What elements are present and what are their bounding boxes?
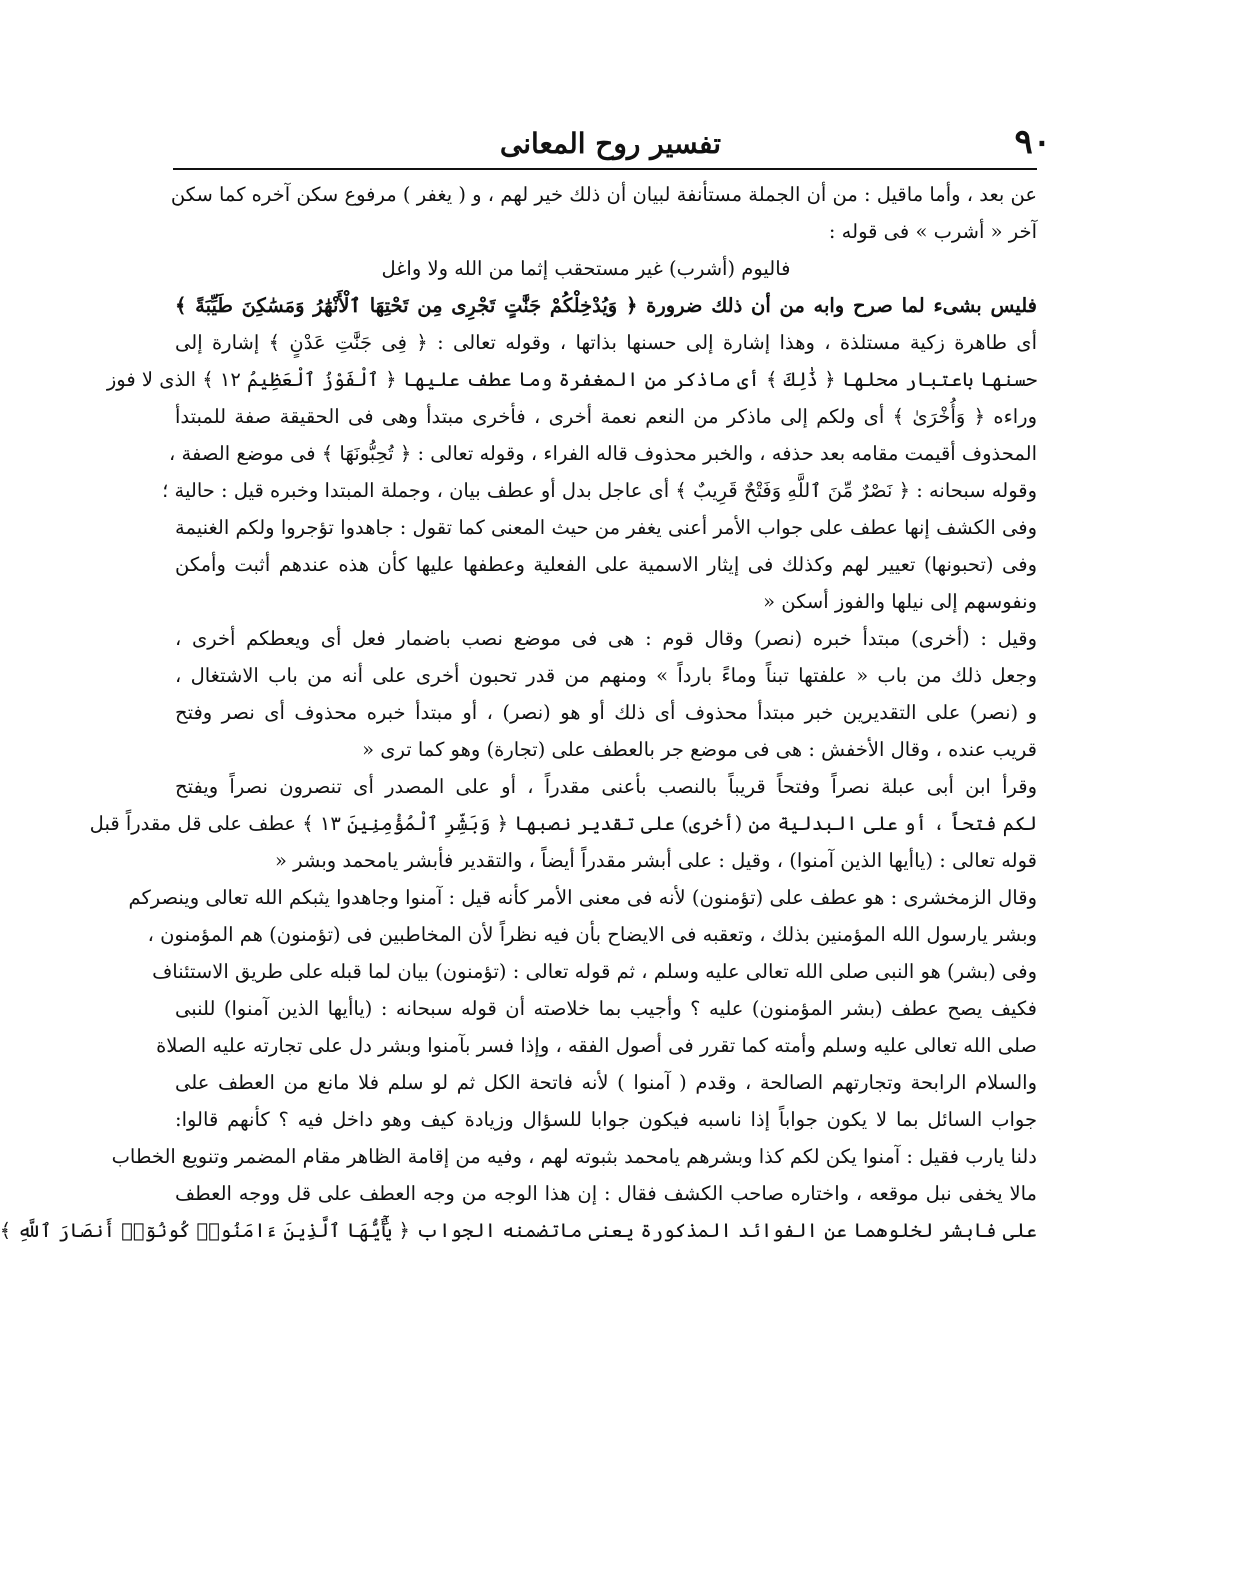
text-line: مالا يخفى نبل موقعه ، واختاره صاحب الكشف فقال : إن هذا الوجه من وجه العطف على قل ووجه العطف xyxy=(175,1182,1037,1205)
text-line: وفى الكشف إنها عطف على جواب الأمر أعنى يغفر من حيث المعنى كما تقول : جاهدوا تؤجروا ولكم الغنيمة xyxy=(175,516,1037,539)
body-text xyxy=(0,176,1037,1249)
text-line: فليس بشىء لما صرح وابه من أن ذلك ضرورة ﴿ وَيُدْخِلْكُمْ جَنَّٰتٍ تَجْرِى مِن تَحْتِهَا ٱلْأَنْهَٰرُ وَمَسَٰكِنَ طَيِّبَةً ﴾ xyxy=(175,294,1037,317)
text-line: حسنها باعتبار محلها ﴿ ذَٰلِكَ ﴾ أى ماذكر من المغفرة وما عطف عليها ﴿ ٱلْفَوْزُ ٱلْعَظِيمُ ١٢ ﴾ الذى لا فوز xyxy=(106,368,1037,391)
page-header xyxy=(191,122,1051,162)
text-line: أى طاهرة زكية مستلذة ، وهذا إشارة إلى حسنها بذاتها ، وقوله تعالى : ﴿ فِى جَنَّٰتِ عَدْنٍ ﴾ إشارة إلى xyxy=(175,331,1037,354)
running-title: تفسير روح المعانى xyxy=(499,127,721,160)
text-line: على فابشر لخلوهما عن الفوائد المذكورة يعنى ماتضمنه الجواب ﴿ يَٰٓأَيُّهَا ٱلَّذِينَ ءَامَنُوا۟ كُونُوٓا۟ أَنصَارَ ٱللَّهِ ﴾ xyxy=(0,1219,1037,1242)
text-line: وجعل ذلك من باب « علفتها تبناً وماءً بارداً » ومنهم من قدر تحبون أخرى على أنه من باب الاشتغال ، xyxy=(175,664,1037,687)
text-line: والسلام الرابحة وتجارتهم الصالحة ، وقدم ( آمنوا ) لأنه فاتحة الكل ثم لو سلم فلا مانع من العطف على xyxy=(175,1071,1037,1094)
poetry-verse: فاليوم (أشرب) غير مستحقب إثما من الله ولا واغل xyxy=(381,257,791,280)
text-line: وقال الزمخشرى : هو عطف على (تؤمنون) لأنه فى معنى الأمر كأنه قيل : آمنوا وجاهدوا يثبكم الله تعالى وينصركم xyxy=(128,886,1037,909)
text-line: عن بعد ، وأما ماقيل : من أن الجملة مستأنفة لبيان أن ذلك خير لهم ، و ( يغفر ) مرفوع سكن آخره كما سكن xyxy=(170,183,1037,206)
text-line: وقيل : (أخرى) مبتدأ خبره (نصر) وقال قوم : هى فى موضع نصب باضمار فعل أى ويعطكم أخرى ، xyxy=(175,627,1037,650)
text-line: وقوله سبحانه : ﴿ نَصْرٌ مِّنَ ٱللَّهِ وَفَتْحٌ قَرِيبٌ ﴾ أى عاجل بدل أو عطف بيان ، وجملة المبتدا وخبره قيل : حالية ؛ xyxy=(162,479,1037,502)
text-line: آخر « أشرب » فى قوله : xyxy=(828,220,1037,243)
text-line: وفى (تحبونها) تعيير لهم وكذلك فى إيثار الاسمية على الفعلية وعطفها عليها كأن هذه عندهم أثبت وأمكن xyxy=(175,553,1037,576)
text-line: قوله تعالى : (ياأيها الذين آمنوا) ، وقيل : على أبشر مقدراً أيضاً ، والتقدير فأبشر يامحمد وبشر « xyxy=(275,849,1037,872)
text-line: قريب عنده ، وقال الأخفش : هى فى موضع جر بالعطف على (تجارة) وهو كما ترى « xyxy=(362,738,1037,761)
text-line: وفى (بشر) هو النبى صلى الله تعالى عليه وسلم ، ثم قوله تعالى : (تؤمنون) بيان لما قبله على طريق الاستئناف xyxy=(152,960,1037,983)
text-line: دلنا يارب فقيل : آمنوا يكن لكم كذا وبشرهم يامحمد بثبوته لهم ، وفيه من إقامة الظاهر مقام المضمر وتنويع الخطاب xyxy=(111,1145,1037,1168)
header-rule xyxy=(173,168,1037,170)
text-line: و (نصر) على التقديرين خبر مبتدأ محذوف أى ذلك أو هو (نصر) ، أو مبتدأ خبره محذوف أى نصر وفتح xyxy=(175,701,1037,724)
text-line: صلى الله تعالى عليه وسلم وأمته كما تقرر فى أصول الفقه ، وإذا فسر بآمنوا وبشر دل على تجارته عليه الصلاة xyxy=(156,1034,1037,1057)
page-number: ٩٠ xyxy=(1014,122,1051,162)
text-line: جواب السائل بما لا يكون جواباً إذا ناسبه فيكون جوابا للسؤال وزيادة كيف وهو داخل فيه ؟ كأنهم قالوا: xyxy=(175,1108,1037,1131)
text-line: ونفوسهم إلى نيلها والفوز أسكن « xyxy=(763,590,1037,613)
text-line: فكيف يصح عطف (بشر المؤمنون) عليه ؟ وأجيب بما خلاصته أن قوله سبحانه : (ياأيها الذين آمنوا) للنبى xyxy=(175,997,1037,1020)
text-line: وبشر يارسول الله المؤمنين بذلك ، وتعقبه فى الايضاح بأن فيه نظراً لأن المخاطبين فى (تؤمنون) هم المؤمنون ، xyxy=(147,923,1037,946)
text-line: لكم فتحاً ، أو على البدلية من (أخرى) على تقدير نصبها ﴿ وَبَشِّرِ ٱلْمُؤْمِنِينَ ١٣ ﴾ عطف على قل مقدراً قبل xyxy=(89,812,1037,835)
text-line: وقرأ ابن أبى عبلة نصراً وفتحاً قريباً بالنصب بأعنى مقدراً ، أو على المصدر أى تنصرون نصراً ويفتح xyxy=(175,775,1037,798)
text-line: المحذوف أقيمت مقامه بعد حذفه ، والخبر محذوف قاله الفراء ، وقوله تعالى : ﴿ تُحِبُّونَهَا ﴾ فى موضع الصفة ، xyxy=(169,442,1037,465)
text-line: وراءه ﴿ وَأُخْرَىٰ ﴾ أى ولكم إلى ماذكر من النعم نعمة أخرى ، فأخرى مبتدأ وهى فى الحقيقة صفة للمبتدأ xyxy=(175,405,1037,428)
